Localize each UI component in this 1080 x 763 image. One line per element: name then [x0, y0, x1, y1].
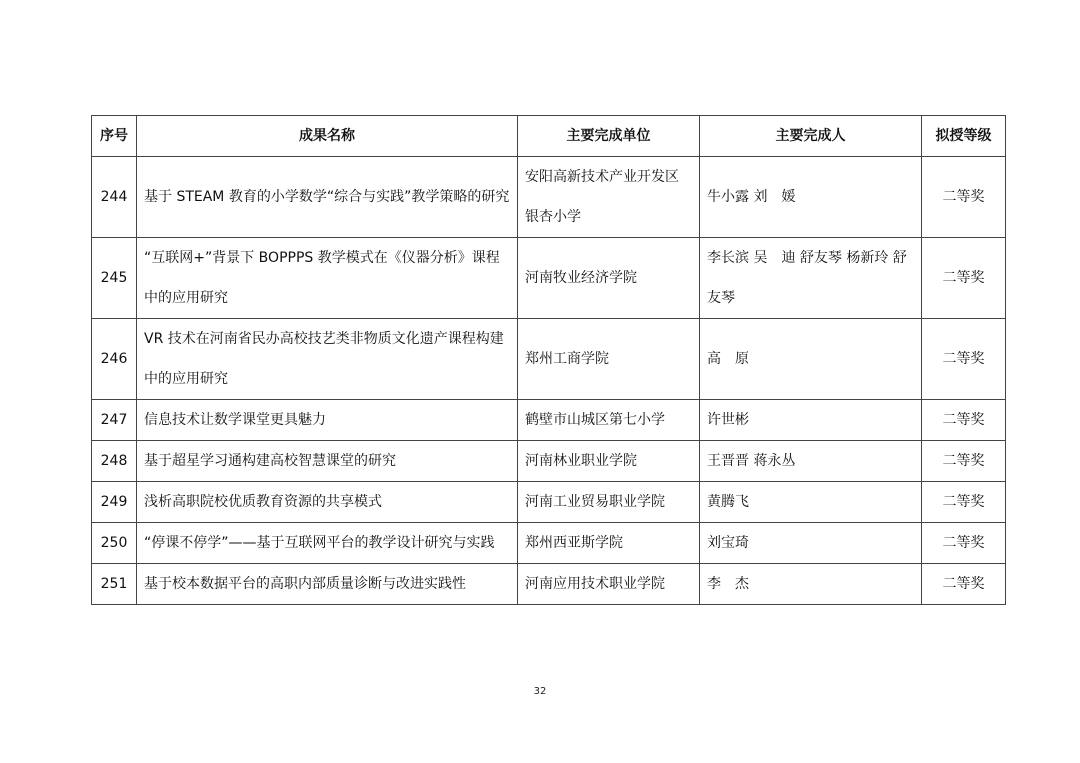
- row-title: “停课不停学”——基于互联网平台的教学设计研究与实践: [137, 523, 518, 564]
- table-row: [92, 441, 1006, 482]
- row-title: “互联网+”背景下 BOPPPS 教学模式在《仪器分析》课程中的应用研究: [137, 238, 518, 319]
- row-title: 基于校本数据平台的高职内部质量诊断与改进实践性: [137, 564, 518, 605]
- row-unit: 河南牧业经济学院: [518, 238, 700, 319]
- table-row: [92, 238, 1006, 319]
- row-index: 244: [92, 157, 137, 238]
- row-unit: 郑州工商学院: [518, 319, 700, 400]
- header-index: 序号: [92, 116, 137, 157]
- row-people: 黄腾飞: [700, 482, 922, 523]
- table-row: [92, 523, 1006, 564]
- awards-table: [91, 115, 1006, 605]
- row-grade: 二等奖: [922, 441, 1006, 482]
- table-header-row: [92, 116, 1006, 157]
- row-grade: 二等奖: [922, 400, 1006, 441]
- row-grade: 二等奖: [922, 564, 1006, 605]
- header-title: 成果名称: [137, 116, 518, 157]
- row-unit: 安阳高新技术产业开发区银杏小学: [518, 157, 700, 238]
- row-grade: 二等奖: [922, 238, 1006, 319]
- table-row: [92, 482, 1006, 523]
- row-grade: 二等奖: [922, 523, 1006, 564]
- table-row: [92, 319, 1006, 400]
- row-grade: 二等奖: [922, 482, 1006, 523]
- row-index: 250: [92, 523, 137, 564]
- row-grade: 二等奖: [922, 157, 1006, 238]
- row-people: 刘宝琦: [700, 523, 922, 564]
- table-row: [92, 400, 1006, 441]
- row-unit: 鹤壁市山城区第七小学: [518, 400, 700, 441]
- row-unit: 河南林业职业学院: [518, 441, 700, 482]
- row-people: 牛小露 刘 媛: [700, 157, 922, 238]
- row-grade: 二等奖: [922, 319, 1006, 400]
- table-row: [92, 564, 1006, 605]
- row-people: 李 杰: [700, 564, 922, 605]
- page-number: 32: [533, 686, 547, 697]
- header-grade: 拟授等级: [922, 116, 1006, 157]
- table-row: [92, 157, 1006, 238]
- row-title: 基于 STEAM 教育的小学数学“综合与实践”教学策略的研究: [137, 157, 518, 238]
- row-index: 245: [92, 238, 137, 319]
- row-title: 基于超星学习通构建高校智慧课堂的研究: [137, 441, 518, 482]
- row-people: 王晋晋 蒋永丛: [700, 441, 922, 482]
- row-unit: 河南工业贸易职业学院: [518, 482, 700, 523]
- row-index: 246: [92, 319, 137, 400]
- header-people: 主要完成人: [700, 116, 922, 157]
- row-unit: 郑州西亚斯学院: [518, 523, 700, 564]
- header-unit: 主要完成单位: [518, 116, 700, 157]
- row-title: 信息技术让数学课堂更具魅力: [137, 400, 518, 441]
- row-people: 李长滨 吴 迪 舒友琴 杨新玲 舒友琴: [700, 238, 922, 319]
- row-index: 247: [92, 400, 137, 441]
- row-people: 许世彬: [700, 400, 922, 441]
- row-index: 251: [92, 564, 137, 605]
- row-title: 浅析高职院校优质教育资源的共享模式: [137, 482, 518, 523]
- row-index: 249: [92, 482, 137, 523]
- row-title: VR 技术在河南省民办高校技艺类非物质文化遗产课程构建中的应用研究: [137, 319, 518, 400]
- row-people: 高 原: [700, 319, 922, 400]
- row-index: 248: [92, 441, 137, 482]
- row-unit: 河南应用技术职业学院: [518, 564, 700, 605]
